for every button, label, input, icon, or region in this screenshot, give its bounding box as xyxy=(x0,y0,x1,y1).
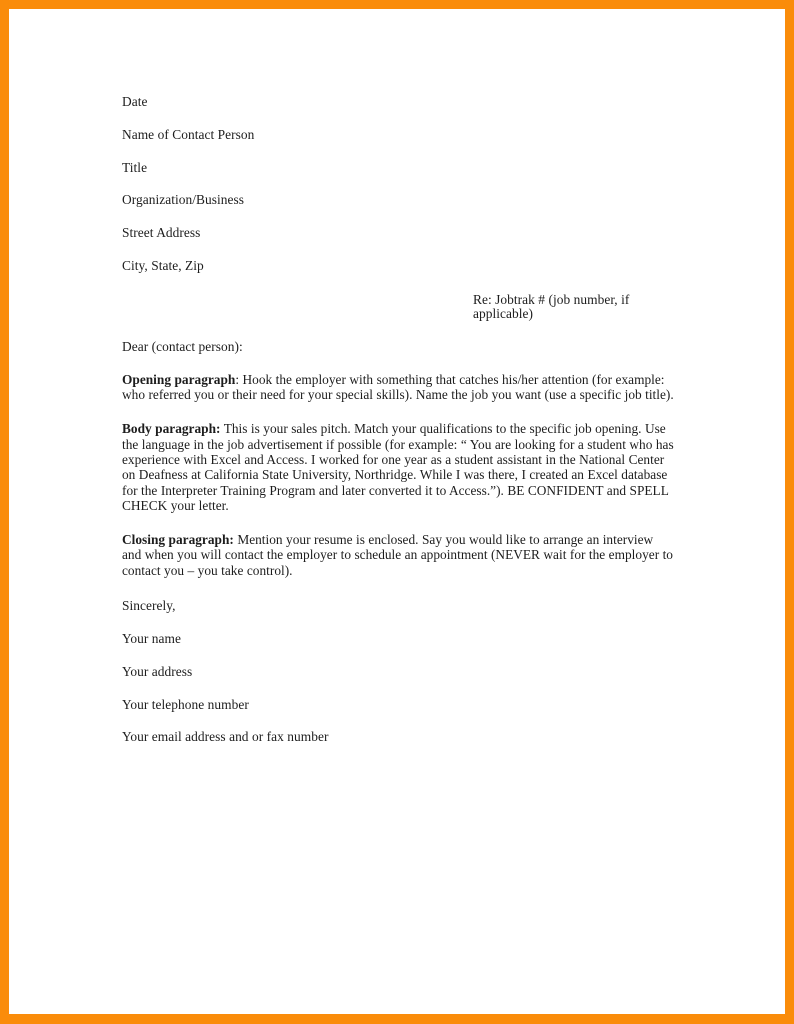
your-email-fax-line: Your email address and or fax number xyxy=(122,729,329,745)
your-telephone-line: Your telephone number xyxy=(122,696,249,712)
opening-paragraph-label: Opening paragraph xyxy=(122,371,236,387)
reference-line: Re: Jobtrak # (job number, if applicable) xyxy=(473,292,630,321)
document-page xyxy=(9,9,785,1014)
date-line: Date xyxy=(122,94,148,109)
city-state-zip-line: City, State, Zip xyxy=(122,257,204,273)
letter-body xyxy=(122,95,674,744)
salutation-line: Dear (contact person): xyxy=(122,338,243,354)
body-paragraph-text: This is your sales pitch. Match your qualifications to the specific job opening. Use the language in the job advertisement if possible (for example: “ You are looking for a student who has experience with Excel and Access. I worked for one year as a student assistant in the National Center on Deafness at California State University, Northridge. While I was there, I created an Excel database for the Interpreter Training Program and later converted it to Access.”). BE CONFIDENT and SPELL CHECK your letter. xyxy=(122,421,674,514)
signature-block xyxy=(122,599,674,744)
closing-paragraph xyxy=(122,532,674,578)
address-block xyxy=(122,95,674,273)
organization-line: Organization/Business xyxy=(122,192,245,208)
body-paragraph xyxy=(122,421,674,513)
your-address-line: Your address xyxy=(122,663,193,679)
closing-paragraph-text: Mention your resume is enclosed. Say you would like to arrange an interview and when you will contact the employer to schedule an appointment (NEVER wait for the employer to contact you – you take control). xyxy=(122,532,673,578)
closing-paragraph-label: Closing paragraph: xyxy=(122,532,234,548)
opening-paragraph-text: : Hook the employer with something that catches his/her attention (for example: who referred you or their need for your special skills). Name the job you want (use a specific job title). xyxy=(122,371,674,403)
opening-paragraph xyxy=(122,372,674,403)
contact-name-line: Name of Contact Person xyxy=(122,126,255,142)
complimentary-close-line: Sincerely, xyxy=(122,598,176,614)
street-address-line: Street Address xyxy=(122,225,201,241)
body-paragraph-label: Body paragraph: xyxy=(122,421,221,437)
your-name-line: Your name xyxy=(122,631,181,647)
contact-title-line: Title xyxy=(122,159,148,175)
